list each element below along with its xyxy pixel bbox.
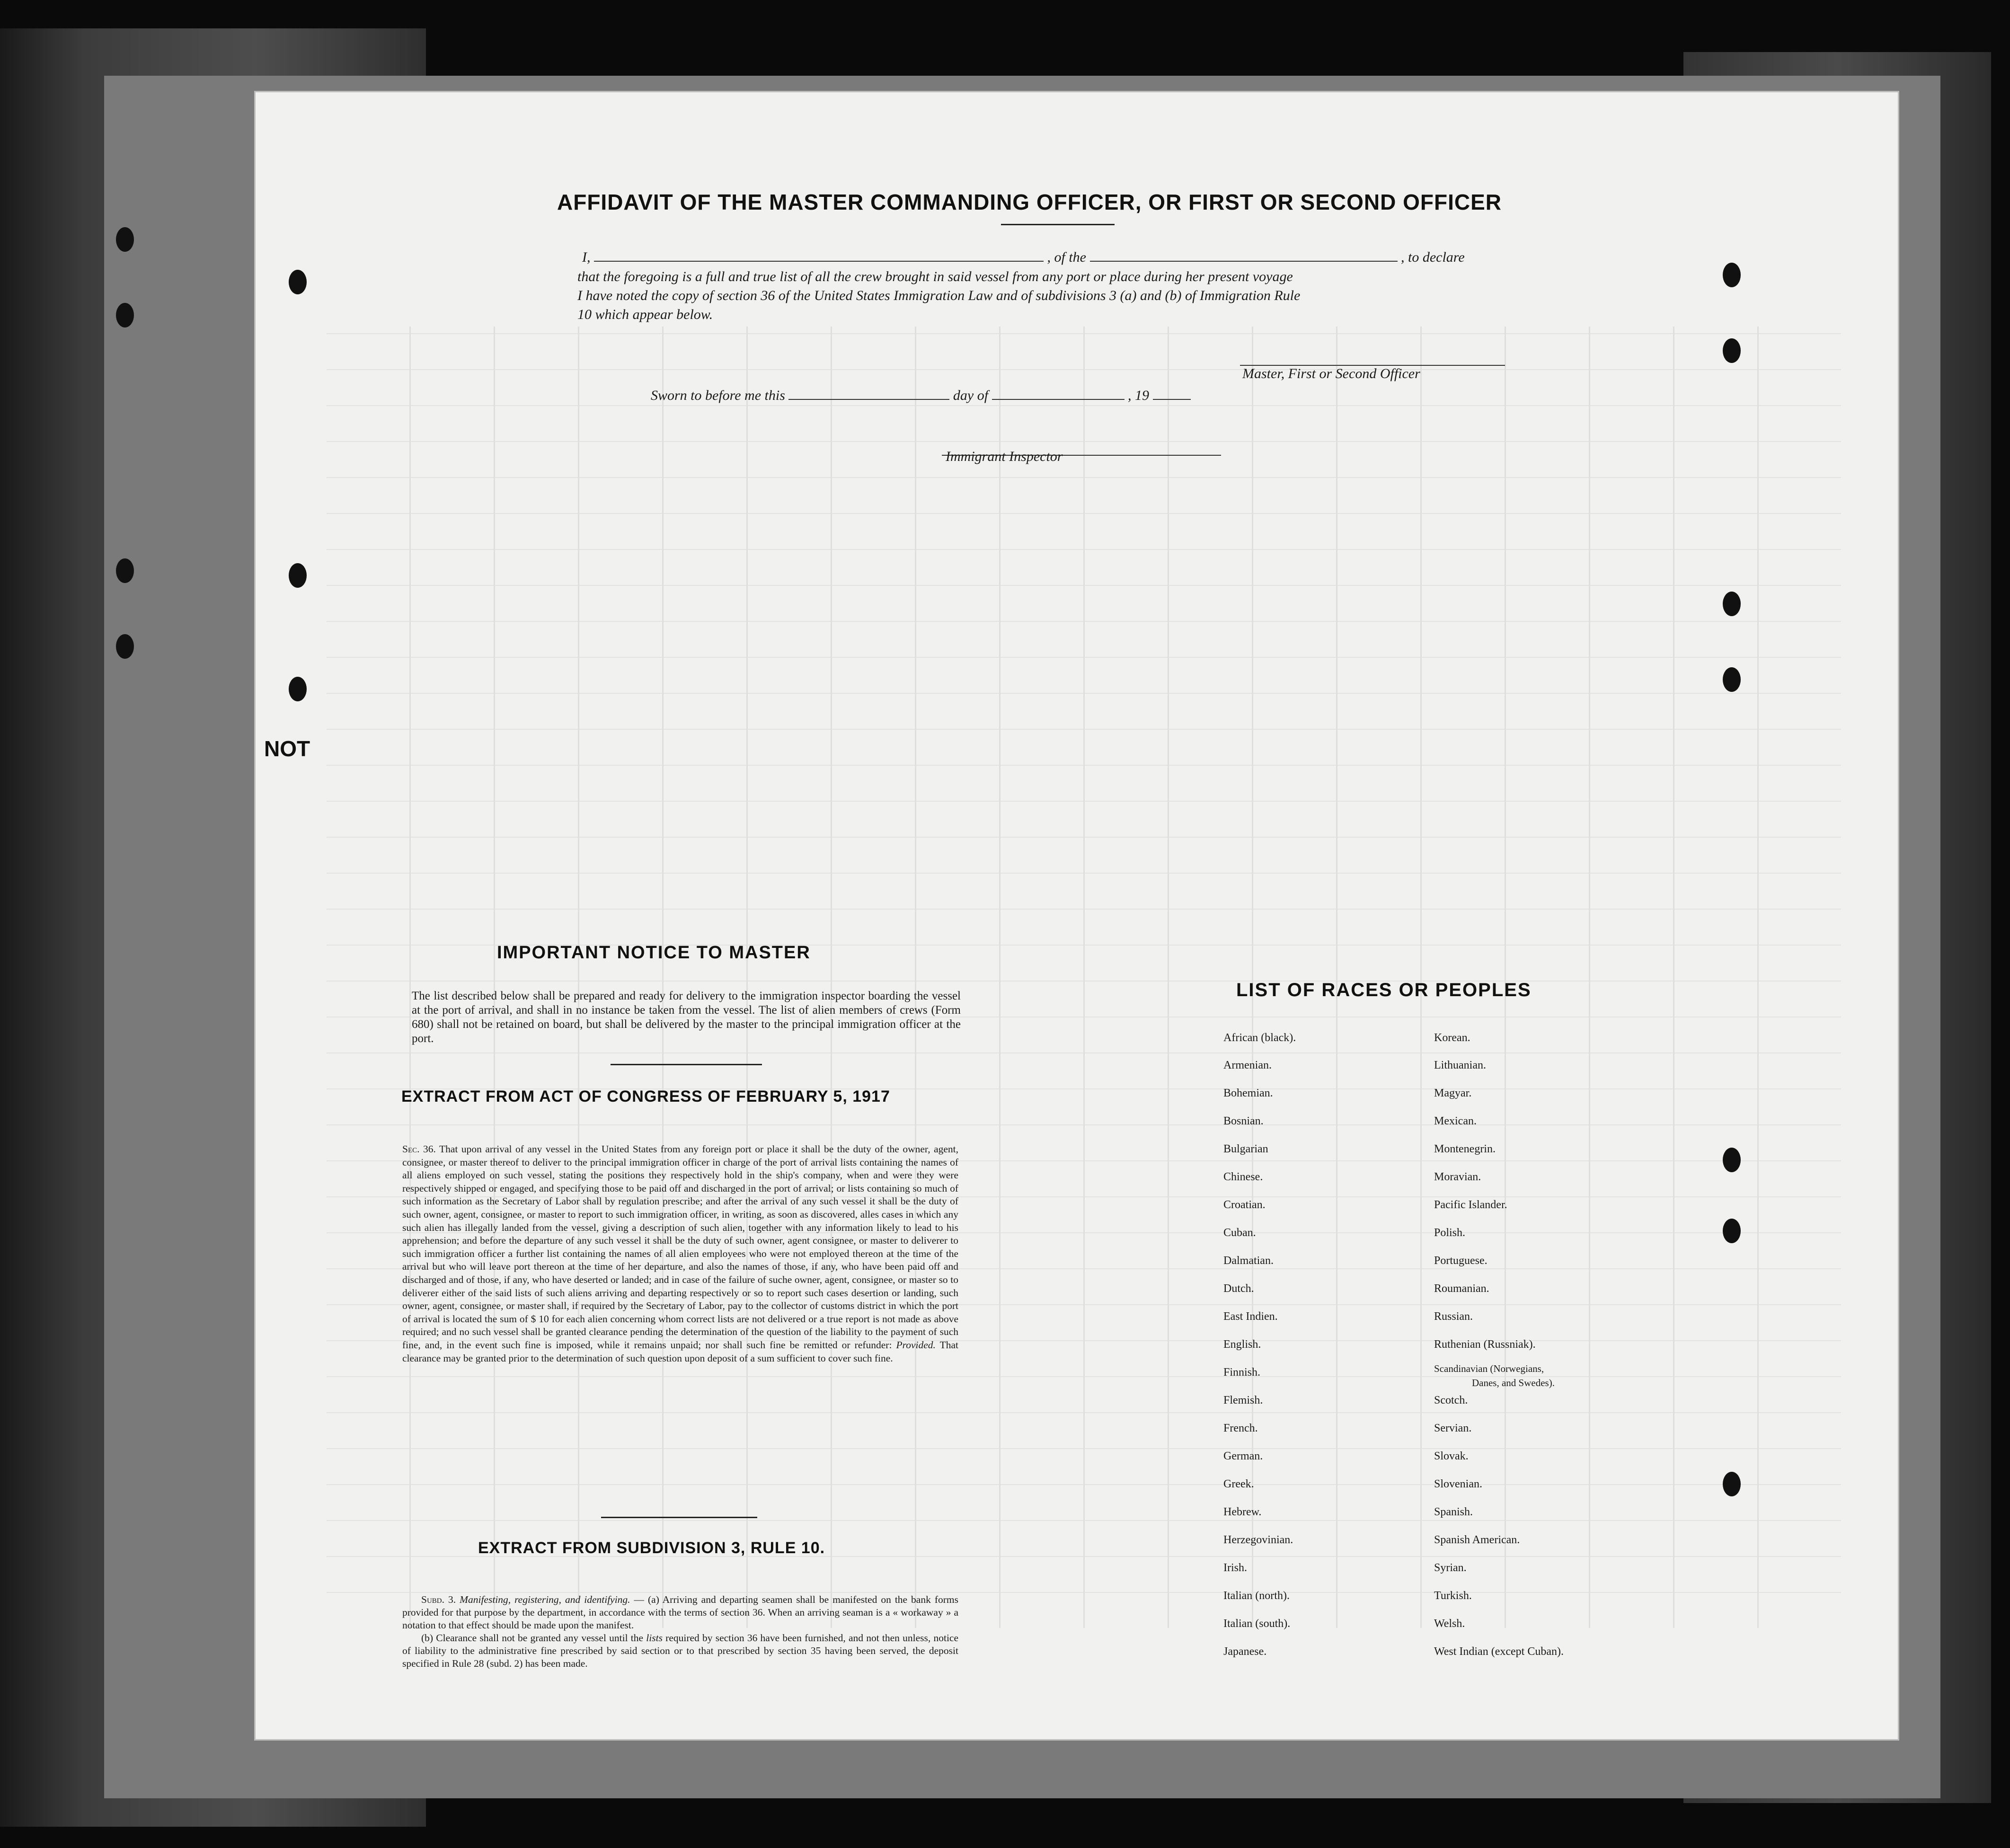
punch-hole xyxy=(116,303,134,327)
race-item: German. xyxy=(1223,1450,1263,1462)
sec-label: Sec. 36. xyxy=(402,1143,436,1155)
race-item: Slovak. xyxy=(1434,1450,1469,1462)
race-item: Dalmatian. xyxy=(1223,1255,1274,1267)
race-item: English. xyxy=(1223,1338,1261,1351)
punch-hole xyxy=(116,558,134,583)
race-item: Greek. xyxy=(1223,1478,1254,1490)
race-item: Montenegrin. xyxy=(1434,1143,1496,1155)
race-item: Spanish American. xyxy=(1434,1534,1520,1546)
race-item: Ruthenian (Russniak). xyxy=(1434,1338,1536,1351)
race-item: Danes, and Swedes). xyxy=(1472,1377,1555,1388)
subd-label: Subd. 3. xyxy=(421,1594,456,1605)
affidavit-line-4: 10 which appear below. xyxy=(577,307,713,322)
rule-extract-title: EXTRACT FROM SUBDIVISION 3, RULE 10. xyxy=(478,1539,825,1557)
subd-para-b-end: required by section 36 have been furnished, and not then unless, notice of liability to the administrative fine prescribed by said section or to that prescribed by section 35 having been served, the deposit specified in Rule 28 (subd. 2) has been made. xyxy=(402,1632,958,1669)
races-title: LIST OF RACES OR PEOPLES xyxy=(1236,980,1532,1000)
race-item: Hebrew. xyxy=(1223,1506,1262,1518)
race-item: Korean. xyxy=(1434,1032,1470,1044)
race-item: Roumanian. xyxy=(1434,1282,1489,1295)
month-field[interactable] xyxy=(992,387,1125,400)
race-item: Russian. xyxy=(1434,1310,1473,1323)
race-item: Bosnian. xyxy=(1223,1115,1264,1127)
race-item: Spanish. xyxy=(1434,1506,1473,1518)
punch-hole xyxy=(1723,338,1741,363)
race-item: Croatian. xyxy=(1223,1199,1266,1211)
race-item: Lithuanian. xyxy=(1434,1059,1486,1071)
sworn-date-field[interactable] xyxy=(788,387,949,400)
affidavit-line-2: that the foregoing is a full and true list of all the crew brought in said vessel from any port or place during her present voyage xyxy=(577,269,1293,284)
subd-para-b-start: (b) Clearance shall not be granted any vessel until the xyxy=(421,1632,644,1644)
year-field[interactable] xyxy=(1153,387,1191,400)
race-item: Scandinavian (Norwegians, xyxy=(1434,1363,1544,1374)
punch-hole xyxy=(289,563,307,588)
punch-hole xyxy=(1723,1472,1741,1496)
race-item: Flemish. xyxy=(1223,1394,1263,1406)
punch-hole xyxy=(289,677,307,701)
race-item: Herzegovinian. xyxy=(1223,1534,1293,1546)
race-item: West Indian (except Cuban). xyxy=(1434,1645,1564,1658)
race-item: Italian (north). xyxy=(1223,1590,1290,1602)
subd-para-a xyxy=(402,1593,958,1632)
race-item: French. xyxy=(1223,1422,1258,1434)
master-signature-line[interactable] xyxy=(1240,353,1505,366)
affidavit-line-3: I have noted the copy of section 36 of the United States Immigration Law and of subdivisions 3 (a) and (b) of Immigration Rule xyxy=(577,288,1301,303)
race-item: Dutch. xyxy=(1223,1282,1254,1295)
subd-heading: Manifesting, registering, and identifying. xyxy=(460,1594,630,1605)
notice-body: The list described below shall be prepared and ready for delivery to the immigration inspector boarding the vessel at the port of arrival, and shall in no instance be taken from the vessel. The list of alien members of crews (Form 680) shall not be retained on board, but shall be delivered by the master to the principal immigration officer at the port. xyxy=(412,990,961,1045)
affidavit-i: I, xyxy=(582,249,591,265)
affidavit-to-declare: , to declare xyxy=(1401,249,1465,265)
sec-text: That upon arrival of any vessel in the United States from any foreign port or place it shall be the duty of the owner, agent, consignee, or master thereof to deliver to the principal immigration officer in charge of the port of arrival lists containing the names of all aliens employed on such vessel, stating the positions they respectively hold in the ship's company, when and were they were respectively shipped or engaged, and specifying those to be paid off and discharged in the port of arrival; or lists containing so much of such information as the Secretary of Labor shall by regulation prescribe; and after the arrival of any such vessel it shall be the duty of such owner, agent, consignee, or master to report to such immigration officer, in writing, as soon as discovered, alles cases in which any such alien has illegally landed from the vessel, giving a description of such alien, together with any information likely to lead to his apprehension; and before the departure of any such vessel it shall be the duty of such owner, agent consignee, or master to deliverer to such immigration officer a further list containing the names of all alien employees who were not employed thereon at the time of the arrival but who will leave port thereon at the time of her departure, and also the names of those, if any, who have been paid off and discharged and of those, if any, who have deserted or landed; and in case of the failure of suche owner, agent, consignee, or master so to deliverer either of the said lists of such aliens arriving and departing respectively or so to report such cases desertion or landing, such owner, agent, consignee, or master shall, if required by the Secretary of Labor, pay to the collector of customs district in which the port of arrival is located the sum of $ 10 for each alien concerning whom correct lists are not delivered or a true report is not made as above required; and no such vessel shall be granted clearance pending the determination of the question of the liability to the payment of such fine, and, in the event such fine is imposed, while it remains unpaid; nor shall such fine be remitted or refunder: xyxy=(402,1143,958,1351)
act-extract-title: EXTRACT FROM ACT OF CONGRESS OF FEBRUARY 5, 1917 xyxy=(401,1088,890,1105)
subd-para-b-lists: lists xyxy=(646,1632,663,1644)
race-item: Scotch. xyxy=(1434,1394,1468,1406)
race-item: Magyar. xyxy=(1434,1087,1472,1099)
notice-rule xyxy=(611,1064,762,1065)
year-prefix: , 19 xyxy=(1128,388,1150,403)
provided-word: Provided. xyxy=(896,1339,936,1351)
race-item: Slovenian. xyxy=(1434,1478,1482,1490)
race-item: Moravian. xyxy=(1434,1171,1481,1183)
show-through-form-grid xyxy=(327,327,1841,1628)
race-item: Bohemian. xyxy=(1223,1087,1273,1099)
act-rule xyxy=(601,1517,757,1518)
race-item: Italian (south). xyxy=(1223,1618,1291,1630)
day-of-text: day of xyxy=(953,388,989,403)
side-stub-text xyxy=(118,95,256,899)
race-item: Finnish. xyxy=(1223,1366,1261,1379)
punch-hole xyxy=(116,634,134,659)
race-item: Servian. xyxy=(1434,1422,1472,1434)
race-item: Bulgarian xyxy=(1223,1143,1268,1155)
race-item: Turkish. xyxy=(1434,1590,1472,1602)
race-item: Welsh. xyxy=(1434,1618,1465,1630)
master-name-field[interactable] xyxy=(594,248,1044,262)
race-item: East Indien. xyxy=(1223,1310,1278,1323)
race-item: Mexican. xyxy=(1434,1115,1477,1127)
act-extract-body xyxy=(402,1143,958,1365)
sworn-text: Sworn to before me this xyxy=(651,388,785,403)
affidavit-of-the: , of the xyxy=(1047,249,1086,265)
inspector-label: Immigrant Inspector xyxy=(946,449,1063,464)
punch-hole xyxy=(1723,667,1741,692)
punch-hole xyxy=(1723,592,1741,616)
master-signature-label: Master, First or Second Officer xyxy=(1242,366,1420,381)
race-item: African (black). xyxy=(1223,1032,1296,1044)
race-item: Pacific Islander. xyxy=(1434,1199,1507,1211)
race-item: Japanese. xyxy=(1223,1645,1267,1658)
race-item: Syrian. xyxy=(1434,1562,1467,1574)
punch-hole xyxy=(1723,1148,1741,1172)
not-label: NOT xyxy=(264,736,310,761)
notice-title: IMPORTANT NOTICE TO MASTER xyxy=(497,943,811,963)
punch-hole xyxy=(289,270,307,294)
affidavit-title: AFFIDAVIT OF THE MASTER COMMANDING OFFICER, OR FIRST OR SECOND OFFICER xyxy=(557,190,1502,214)
race-item: Polish. xyxy=(1434,1227,1466,1239)
race-item: Chinese. xyxy=(1223,1171,1263,1183)
race-item: Armenian. xyxy=(1223,1059,1272,1071)
sworn-line xyxy=(651,387,1191,404)
rule-extract-body xyxy=(402,1593,958,1670)
race-item: Irish. xyxy=(1223,1562,1247,1574)
punch-hole xyxy=(1723,1219,1741,1243)
affidavit-line-1 xyxy=(582,248,1465,265)
vessel-name-field[interactable] xyxy=(1090,248,1398,262)
title-rule xyxy=(1001,224,1115,225)
punch-hole xyxy=(116,227,134,252)
punch-hole xyxy=(1723,263,1741,287)
subd-para-b xyxy=(402,1632,958,1670)
sec-text-end: That clearance may be granted prior to the determination of such question upon deposit of a sum sufficient to cover such fine. xyxy=(402,1339,959,1364)
subd-para-a-text: — (a) Arriving and departing seamen shall be manifested on the bank forms provided for that purpose by the department, in accordance with the terms of section 36. When an arriving seaman is a « workaway » a notation to that effect should be made upon the manifest. xyxy=(402,1594,958,1631)
race-item: Cuban. xyxy=(1223,1227,1256,1239)
race-item: Portuguese. xyxy=(1434,1255,1488,1267)
